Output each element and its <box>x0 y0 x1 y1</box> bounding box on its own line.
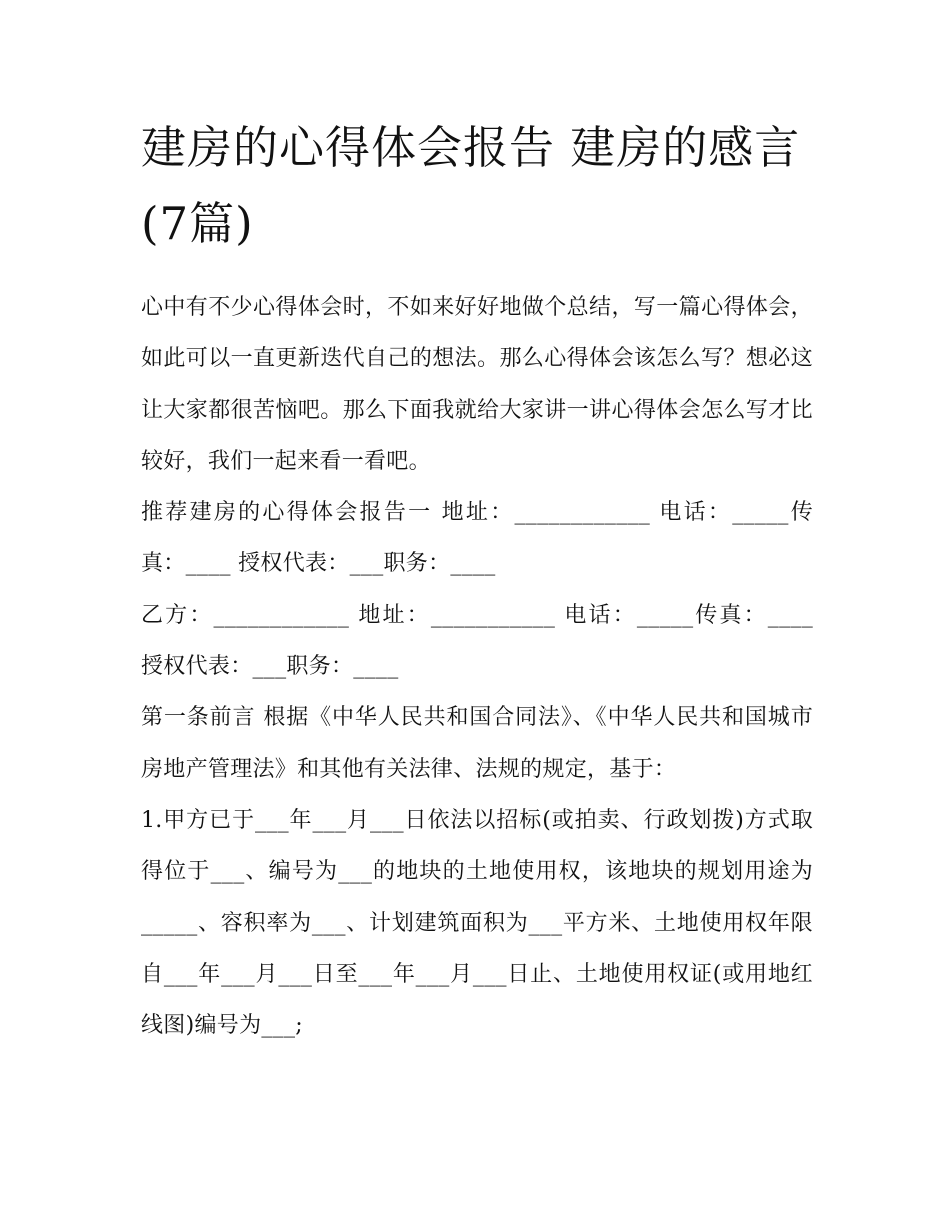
document-page <box>141 110 813 1051</box>
party-b-info-paragraph: 乙方：____________ 地址：___________ 电话：_____传真：____ 授权代表：___职务：____ <box>141 602 813 680</box>
clause-one-paragraph: 1.甲方已于___年___月___日依法以招标(或拍卖、行政划拨)方式取得位于___、编号为___的地块的土地使用权，该地块的规划用途为_____、容积率为___、计划建筑面积为___平方米、土地使用权年限自___年___月___日至___年___月___日止、土地使用权证(或用地红线图)编号为___; <box>141 807 813 1039</box>
document-title: 建房的心得体会报告 建房的感言(7篇) <box>141 121 801 250</box>
article-one-preface-paragraph: 第一条前言 根据《中华人民共和国合同法》、《中华人民共和国城市房地产管理法》和其他有关法律、法规的规定，基于： <box>141 705 813 782</box>
document-body <box>141 282 813 1051</box>
party-a-info-paragraph: 推荐建房的心得体会报告一 地址：____________ 电话：_____传真：____ 授权代表：___职务：____ <box>141 500 813 577</box>
intro-paragraph: 心中有不少心得体会时，不如来好好地做个总结，写一篇心得体会，如此可以一直更新迭代自己的想法。那么心得体会该怎么写？想必这让大家都很苦恼吧。那么下面我就给大家讲一讲心得体会怎么写才比较好，我们一起来看一看吧。 <box>141 295 813 474</box>
